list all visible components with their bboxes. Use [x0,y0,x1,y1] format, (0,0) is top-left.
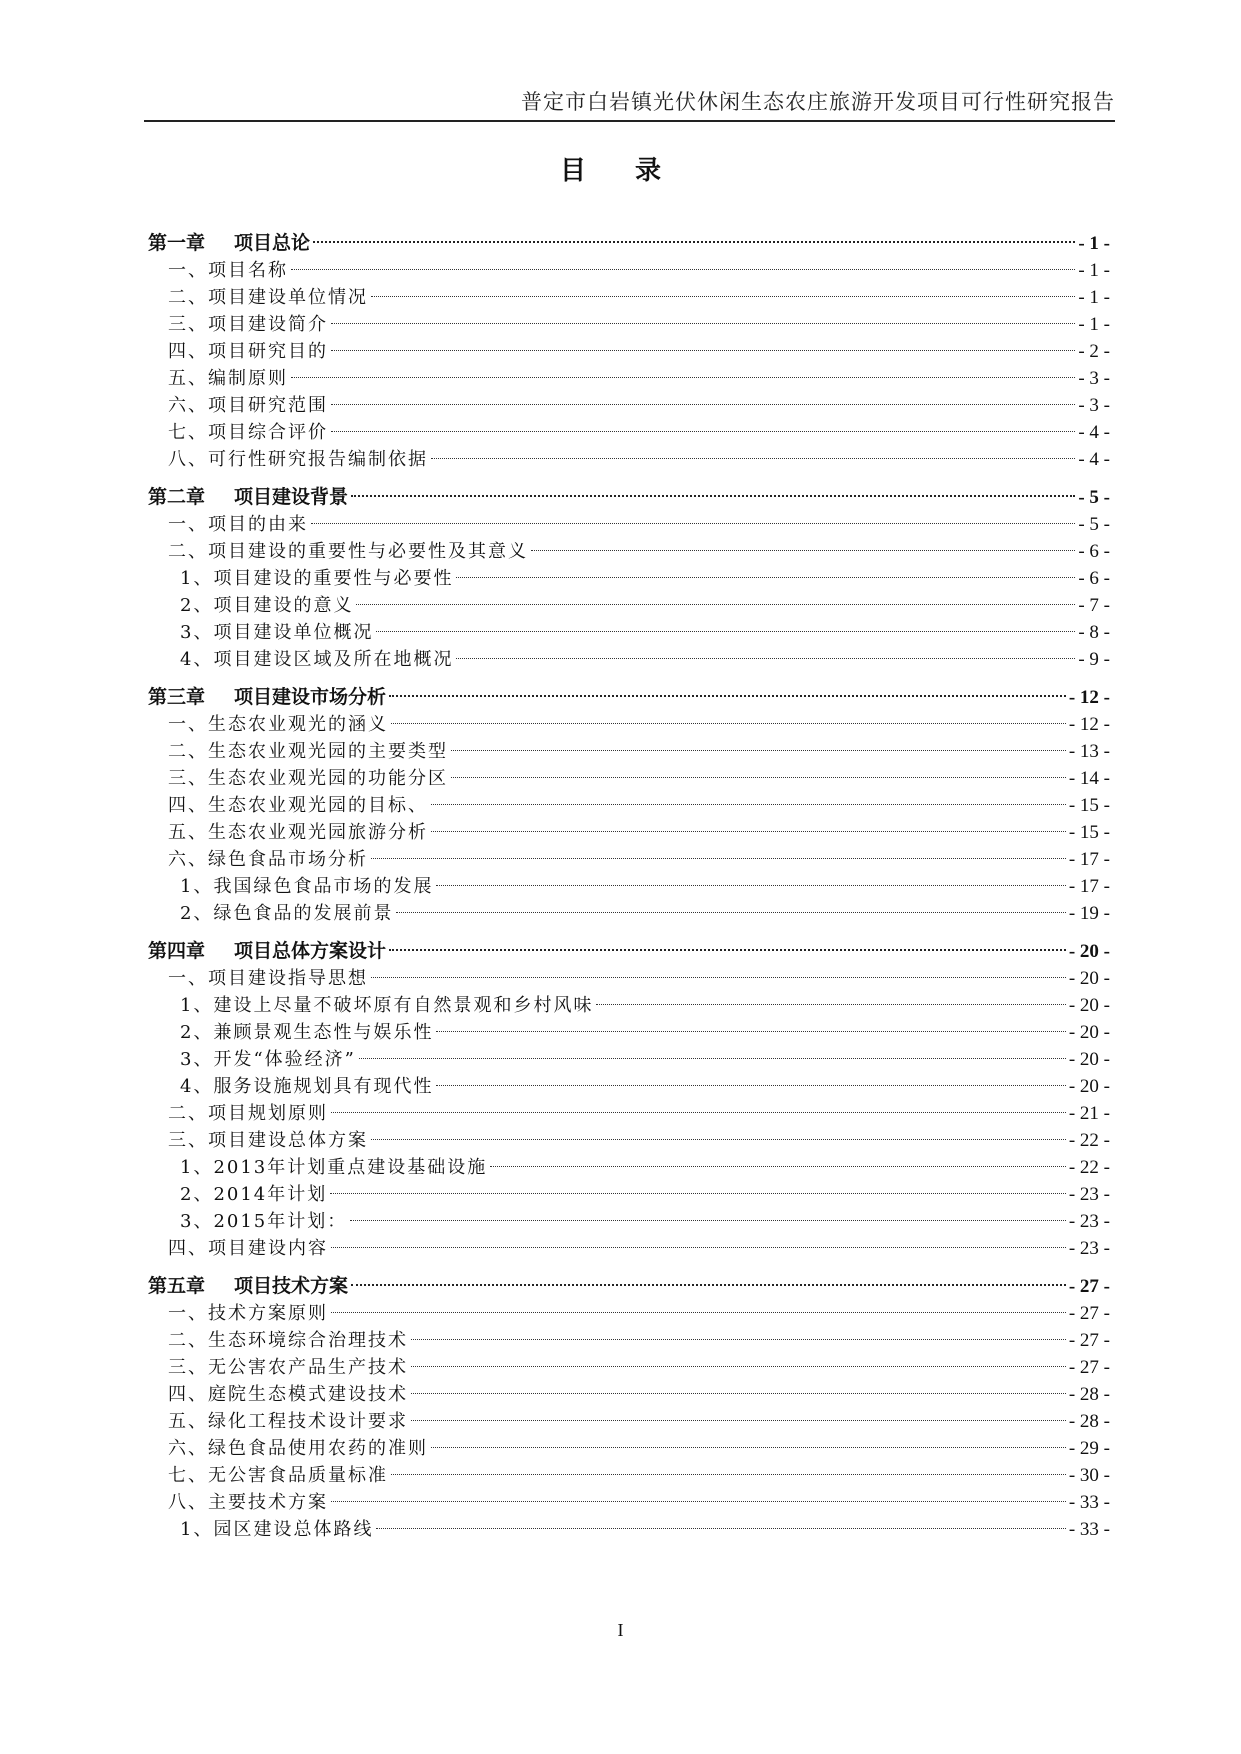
toc-page-number: - 22 - [1068,1130,1110,1151]
toc-entry-title: 三、项目建设总体方案 [168,1130,368,1151]
toc-entry-title: 1、我国绿色食品市场的发展 [180,876,434,897]
dot-leader [436,1031,1065,1032]
chapter-number: 第三章 [148,686,206,708]
toc-page-number: - 1 - [1078,233,1110,254]
toc-entry[interactable] [168,1408,1110,1435]
toc-page-number: - 17 - [1068,876,1110,897]
toc-page-number: - 12 - [1068,714,1110,735]
toc-entry-title: 2、项目建设的意义 [180,595,354,616]
toc-page-number: - 23 - [1068,1211,1110,1232]
toc-page-number: - 27 - [1068,1330,1110,1351]
toc-page-number: - 19 - [1068,903,1110,924]
dot-leader [371,858,1066,859]
toc-page-number: - 27 - [1068,1303,1110,1324]
toc-page-number: - 15 - [1068,822,1110,843]
toc-page-number: - 20 - [1068,1049,1110,1070]
toc-entry[interactable] [168,1435,1110,1462]
toc-page-number: - 33 - [1068,1492,1110,1513]
dot-leader [331,404,1075,405]
toc-entry[interactable] [180,1516,1110,1543]
chapter-number: 第四章 [148,940,206,962]
toc-entry[interactable] [168,284,1110,311]
dot-leader [456,658,1075,659]
toc-page-number: - 29 - [1068,1438,1110,1459]
toc-entry[interactable] [168,1127,1110,1154]
toc-entry-title: 四、庭院生态模式建设技术 [168,1384,408,1405]
toc-entry-title: 五、绿化工程技术设计要求 [168,1411,408,1432]
dot-leader [331,431,1075,432]
toc-entry-title: 二、生态农业观光园的主要类型 [168,741,448,762]
toc-entry[interactable] [168,792,1110,819]
toc-entry[interactable] [180,592,1110,619]
toc-entry[interactable] [168,819,1110,846]
dot-leader [431,831,1066,832]
dot-leader [436,885,1065,886]
toc-page-number: - 20 - [1068,941,1110,962]
dot-leader [371,1139,1066,1140]
dot-leader [331,1312,1066,1313]
toc-page-number: - 17 - [1068,849,1110,870]
toc-page-number: - 23 - [1068,1238,1110,1259]
toc-page-number: - 27 - [1068,1357,1110,1378]
table-of-contents [148,230,1110,1543]
toc-entry-title: 六、绿色食品使用农药的准则 [168,1438,428,1459]
dot-leader [431,1447,1066,1448]
toc-page-number: - 3 - [1078,395,1110,416]
toc-page-number: - 22 - [1068,1157,1110,1178]
dot-leader [596,1004,1065,1005]
toc-page-number: - 4 - [1078,422,1110,443]
toc-page-number: - 28 - [1068,1384,1110,1405]
toc-entry[interactable] [180,565,1110,592]
page-number: I [617,1620,624,1640]
dot-leader [331,1112,1066,1113]
toc-entry-title: 二、项目建设的重要性与必要性及其意义 [168,541,528,562]
toc-entry[interactable] [168,1354,1110,1381]
toc-page-number: - 20 - [1068,1076,1110,1097]
toc-entry-title: 一、生态农业观光的涵义 [168,714,388,735]
toc-entry[interactable] [180,1181,1110,1208]
toc-page-number: - 1 - [1078,287,1110,308]
toc-entry-title: 一、项目名称 [168,260,288,281]
dot-leader [351,495,1075,497]
toc-entry[interactable] [168,311,1110,338]
toc-page-number: - 1 - [1078,314,1110,335]
dot-leader [411,1339,1066,1340]
toc-entry-title: 一、技术方案原则 [168,1303,328,1324]
chapter-number: 第二章 [148,486,206,508]
toc-page-number: - 13 - [1068,741,1110,762]
toc-entry-title: 三、无公害农产品生产技术 [168,1357,408,1378]
toc-entry-title: 三、项目建设简介 [168,314,328,335]
toc-chapter-entry[interactable] [148,684,1110,711]
toc-entry[interactable] [180,873,1110,900]
toc-entry-title: 1、2013年计划重点建设基础设施 [180,1157,488,1178]
toc-entry-title: 四、项目建设内容 [168,1238,328,1259]
toc-entry-title: 项目总论 [234,232,311,254]
toc-entry-title: 二、项目规划原则 [168,1103,328,1124]
toc-entry[interactable] [180,646,1110,673]
toc-entry-title: 三、生态农业观光园的功能分区 [168,768,448,789]
toc-page-number: - 20 - [1068,968,1110,989]
toc-entry-title: 2、兼顾景观生态性与娱乐性 [180,1022,434,1043]
toc-entry-title: 四、项目研究目的 [168,341,328,362]
dot-leader [451,750,1066,751]
toc-entry[interactable] [168,738,1110,765]
toc-entry[interactable] [180,1208,1110,1235]
toc-entry[interactable] [168,711,1110,738]
dot-leader [376,1528,1065,1529]
toc-entry[interactable] [180,992,1110,1019]
dot-leader [389,949,1066,951]
toc-chapter-entry[interactable] [148,484,1110,511]
toc-page-number: - 20 - [1068,1022,1110,1043]
toc-entry-title: 二、生态环境综合治理技术 [168,1330,408,1351]
dot-leader [451,777,1066,778]
toc-entry[interactable] [168,1381,1110,1408]
toc-page-number: - 30 - [1068,1465,1110,1486]
chapter-number: 第一章 [148,232,206,254]
dot-leader [359,1058,1066,1059]
toc-page-number: - 9 - [1078,649,1110,670]
toc-entry[interactable] [168,338,1110,365]
running-header [144,86,1115,122]
toc-entry-title: 五、生态农业观光园旅游分析 [168,822,428,843]
toc-entry[interactable] [180,1073,1110,1100]
toc-entry-title: 八、可行性研究报告编制依据 [168,449,428,470]
toc-entry-title: 五、编制原则 [168,368,288,389]
toc-entry-title: 1、园区建设总体路线 [180,1519,374,1540]
toc-entry[interactable] [168,1327,1110,1354]
toc-entry-title: 1、建设上尽量不破坏原有自然景观和乡村风味 [180,995,594,1016]
toc-entry[interactable] [168,846,1110,873]
toc-entry[interactable] [168,1235,1110,1262]
toc-entry-title: 1、项目建设的重要性与必要性 [180,568,454,589]
toc-title: 目 录 [559,156,682,186]
toc-entry-title: 项目技术方案 [234,1275,349,1297]
toc-entry-title: 项目总体方案设计 [234,940,387,962]
dot-leader [313,241,1075,243]
toc-entry[interactable] [168,257,1110,284]
toc-page-number: - 15 - [1068,795,1110,816]
toc-entry-title: 2、2014年计划 [180,1184,328,1205]
dot-leader [431,804,1066,805]
toc-page-number: - 12 - [1068,687,1110,708]
toc-page-number: - 3 - [1078,368,1110,389]
toc-entry-title: 4、项目建设区域及所在地概况 [180,649,454,670]
toc-chapter-entry[interactable] [148,1273,1110,1300]
toc-chapter-entry[interactable] [148,938,1110,965]
dot-leader [431,458,1075,459]
toc-entry[interactable] [168,365,1110,392]
toc-entry-title: 3、开发“体验经济” [180,1049,356,1070]
dot-leader [376,631,1075,632]
toc-entry-title: 3、项目建设单位概况 [180,622,374,643]
toc-entry-title: 3、2015年计划： [180,1211,348,1232]
dot-leader [371,977,1066,978]
toc-entry[interactable] [168,392,1110,419]
toc-entry-title: 七、项目综合评价 [168,422,328,443]
toc-entry[interactable] [180,1019,1110,1046]
toc-entry-title: 一、项目的由来 [168,514,308,535]
report-title: 普定市白岩镇光伏休闲生态农庄旅游开发项目可行性研究报告 [521,90,1115,114]
dot-leader [351,1284,1066,1286]
toc-page-number: - 20 - [1068,995,1110,1016]
toc-entry[interactable] [168,765,1110,792]
toc-entry[interactable] [168,1462,1110,1489]
toc-page-number: - 8 - [1078,622,1110,643]
dot-leader [436,1085,1065,1086]
toc-entry-title: 六、项目研究范围 [168,395,328,416]
toc-entry[interactable] [168,965,1110,992]
toc-entry-title: 项目建设背景 [234,486,349,508]
dot-leader [391,723,1066,724]
dot-leader [396,912,1065,913]
toc-page-number: - 28 - [1068,1411,1110,1432]
toc-entry[interactable] [180,900,1110,927]
dot-leader [456,577,1075,578]
dot-leader [331,1247,1066,1248]
toc-chapter-entry[interactable] [148,230,1110,257]
toc-entry-title: 六、绿色食品市场分析 [168,849,368,870]
toc-entry[interactable] [180,619,1110,646]
toc-page-number: - 33 - [1068,1519,1110,1540]
toc-entry-title: 项目建设市场分析 [234,686,387,708]
toc-entry-title: 七、无公害食品质量标准 [168,1465,388,1486]
dot-leader [490,1166,1066,1167]
toc-entry[interactable] [168,1100,1110,1127]
toc-page-number: - 6 - [1078,568,1110,589]
toc-entry-title: 二、项目建设单位情况 [168,287,368,308]
dot-leader [350,1220,1066,1221]
toc-entry[interactable] [168,1489,1110,1516]
dot-leader [411,1420,1066,1421]
toc-entry[interactable] [180,1154,1110,1181]
toc-entry[interactable] [180,1046,1110,1073]
dot-leader [331,323,1075,324]
dot-leader [411,1366,1066,1367]
toc-page-number: - 27 - [1068,1276,1110,1297]
toc-page-number: - 1 - [1078,260,1110,281]
dot-leader [356,604,1075,605]
toc-entry[interactable] [168,1300,1110,1327]
toc-page-number: - 7 - [1078,595,1110,616]
toc-entry-title: 一、项目建设指导思想 [168,968,368,989]
toc-page-number: - 5 - [1078,514,1110,535]
toc-page-number: - 6 - [1078,541,1110,562]
chapter-number: 第五章 [148,1275,206,1297]
toc-entry-title: 四、生态农业观光园的目标、 [168,795,428,816]
dot-leader [331,1501,1066,1502]
dot-leader [391,1474,1066,1475]
toc-page-number: - 2 - [1078,341,1110,362]
toc-page-number: - 21 - [1068,1103,1110,1124]
dot-leader [389,695,1066,697]
dot-leader [291,269,1075,270]
dot-leader [531,550,1075,551]
dot-leader [291,377,1075,378]
toc-entry-title: 2、绿色食品的发展前景 [180,903,394,924]
toc-entry[interactable] [168,511,1110,538]
toc-page-number: - 5 - [1078,487,1110,508]
toc-page-number: - 23 - [1068,1184,1110,1205]
dot-leader [331,350,1075,351]
toc-page-number: - 14 - [1068,768,1110,789]
dot-leader [311,523,1075,524]
dot-leader [330,1193,1066,1194]
toc-entry[interactable] [168,538,1110,565]
toc-page-number: - 4 - [1078,449,1110,470]
dot-leader [411,1393,1066,1394]
dot-leader [371,296,1075,297]
toc-entry-title: 4、服务设施规划具有现代性 [180,1076,434,1097]
toc-entry[interactable] [168,446,1110,473]
toc-entry[interactable] [168,419,1110,446]
toc-entry-title: 八、主要技术方案 [168,1492,328,1513]
